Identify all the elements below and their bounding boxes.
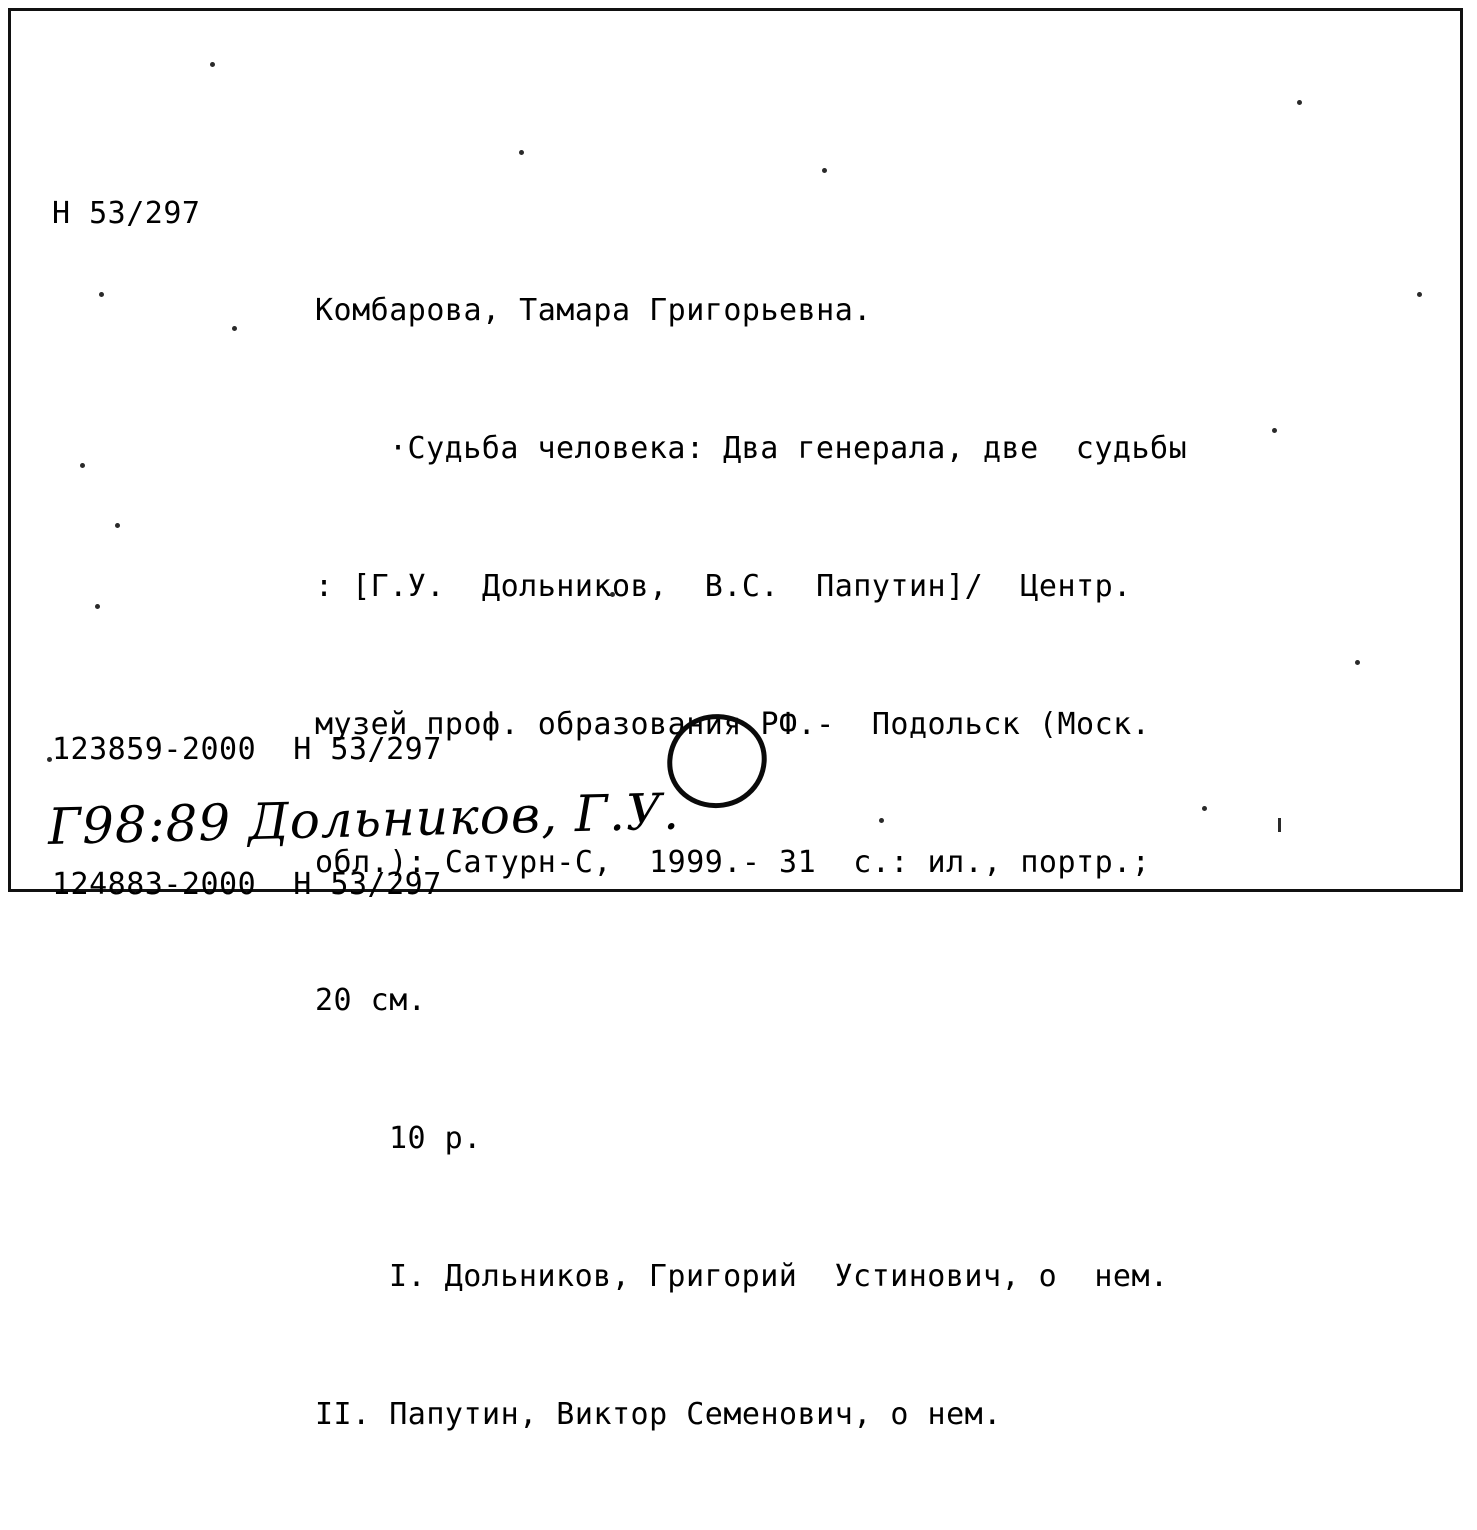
record-added-entry: II. Папутин, Виктор Семенович, о нем. (315, 1397, 1002, 1432)
record-author: Комбарова, Тамара Григорьевна. (315, 293, 872, 328)
handwritten-annotation: Г98:89 Дольников, Г.У. (47, 782, 681, 856)
holdings-line: 123859-2000 Н 53/297 (52, 732, 442, 767)
scan-speck (115, 523, 120, 528)
record-line: 20 см. (315, 983, 427, 1018)
scan-speck (519, 150, 524, 155)
record-price: 10 р. (389, 1121, 482, 1156)
record-line: ·Судьба человека: Два генерала, две судьбы (389, 431, 1188, 466)
record-line: : [Г.У. Дольников, В.С. Папутин]/ Центр. (315, 569, 1132, 604)
scan-speck (1202, 806, 1207, 811)
record-line: обл.): Сатурн-С, 1999.- 31 с.: ил., портр.; (315, 845, 1151, 880)
scan-speck (99, 292, 104, 297)
scan-speck (1417, 292, 1422, 297)
scan-speck (80, 463, 85, 468)
scan-speck (210, 62, 215, 67)
scan-speck (1297, 100, 1302, 105)
scan-speck (1355, 660, 1360, 665)
scan-speck (232, 326, 237, 331)
scan-speck (822, 168, 827, 173)
holdings-line: 124883-2000 Н 53/297 (52, 867, 442, 902)
scan-speck (1272, 428, 1277, 433)
bibliographic-record (315, 196, 1187, 1530)
record-line: музей проф. образования РФ.- Подольск (Моск. (315, 707, 1151, 742)
scan-speck (95, 604, 100, 609)
call-number: Н 53/297 (52, 196, 201, 231)
scan-speck (1278, 818, 1281, 832)
record-added-entry: I. Дольников, Григорий Устинович, о нем. (389, 1259, 1169, 1294)
